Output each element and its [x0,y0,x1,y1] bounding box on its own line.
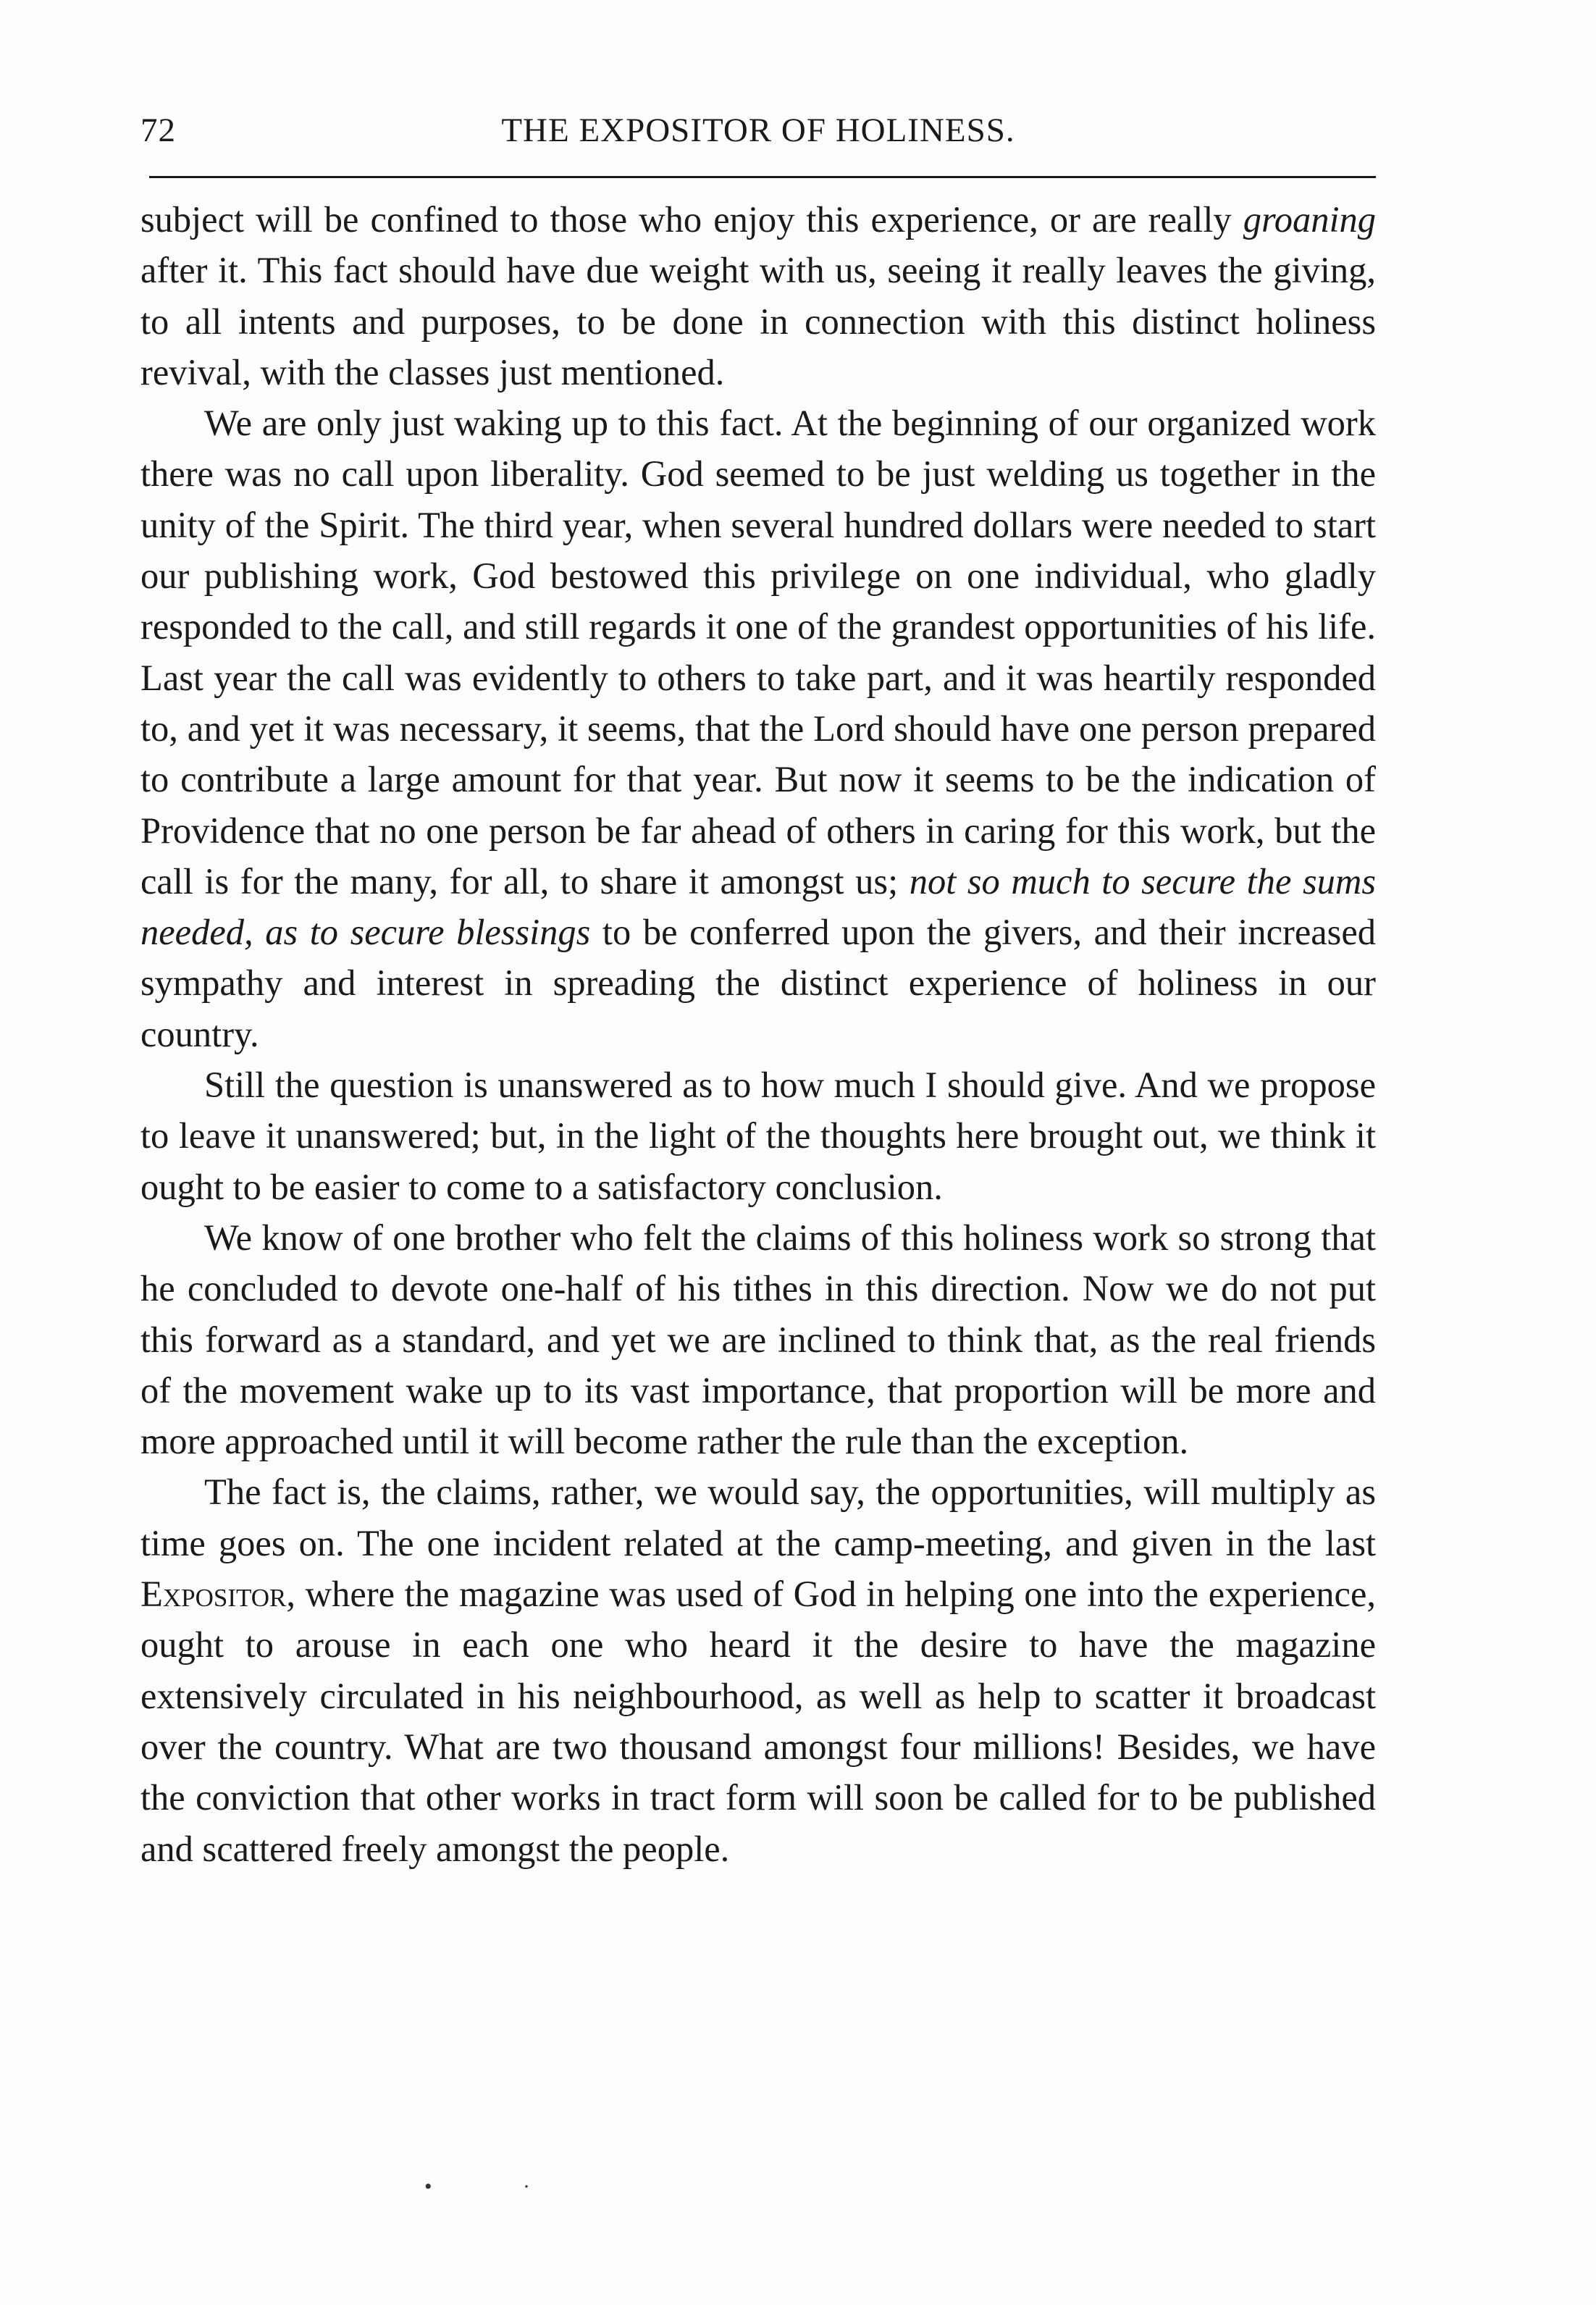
text-run: subject will be confined to those who enjoy this experience, or are really [140,199,1243,240]
page-number: 72 [140,112,176,149]
text-run: The fact is, the claims, rather, we would say, the opportunities, will multiply as time goes on. The one incident related at the camp-meeting, and given in the last [140,1471,1376,1563]
text-run: to be conferred upon the givers, and their increased sympathy and interest in spreading the distinct experience of holiness in our country. [140,912,1376,1054]
paragraph-4 [140,1212,1376,1466]
paragraph-2 [140,398,1376,1059]
printer-mark: • [424,2175,432,2199]
paragraph-5 [140,1466,1376,1873]
paragraph-1 [140,194,1376,398]
page-header [140,109,1376,152]
text-run: Still the question is unanswered as to how much I should give. And we propose to leave it unanswered; but, in the light of the thoughts here brought out, we think it ought to be easier to come to a satisfactory conclusion. [140,1065,1376,1207]
paragraph-3 [140,1059,1376,1212]
text-run: , where the magazine was used of God in helping one into the experience, ought to arouse in each one who heard it the desire to have the magazine extensively circulated in his neighbourhood, as well as help to scatter it broadcast over the country. What are two thousand amongst four millions! Besides, we have the conviction that other works in tract form will soon be called for to be published and scattered freely amongst the people. [140,1574,1376,1869]
italic-run: not so much to secure the sums needed, as to secure blessings [140,860,1376,953]
text-run: We are only just waking up to this fact. At the beginning of our organized work there was no call upon liberality. God seemed to be just welding us together in the unity of the Spirit. The third year, when several hundred dollars were needed to start our publishing work, God bestowed this privilege on one individual, who gladly responded to the call, and still regards it one of the grandest opportunities of his life. Last year the call was evidently to others to take part, and it was heartily responded to, and yet it was necessary, it seems, that the Lord should have one person prepared to contribute a large amount for that year. But now it seems to be the indication of Providence that no one person be far ahead of others in caring for this work, but the call is for the many, for all, to share it amongst us; [140,403,1376,902]
running-title: THE EXPOSITOR OF HOLINESS. [501,112,1015,149]
body-text [140,194,1376,1874]
text-run: after it. This fact should have due weight with us, seeing it really leaves the giving, to all intents and purposes, to be done in connection with this distinct holiness revival, with the classes just mentioned. [140,250,1376,392]
text-run: We know of one brother who felt the claims of this holiness work so strong that he concluded to devote one-half of his tithes in this direction. Now we do not put this forward as a standard, and yet we are inclined to think that, as the real friends of the movement wake up to its vast importance, that proportion will be more and more approached until it will become rather the rule than the exception. [140,1217,1376,1462]
book-page [140,109,1376,1874]
italic-run: groaning [1243,199,1376,240]
smallcaps-run: Expositor [140,1574,287,1615]
printer-mark: · [523,2175,530,2199]
header-rule [149,176,1376,178]
